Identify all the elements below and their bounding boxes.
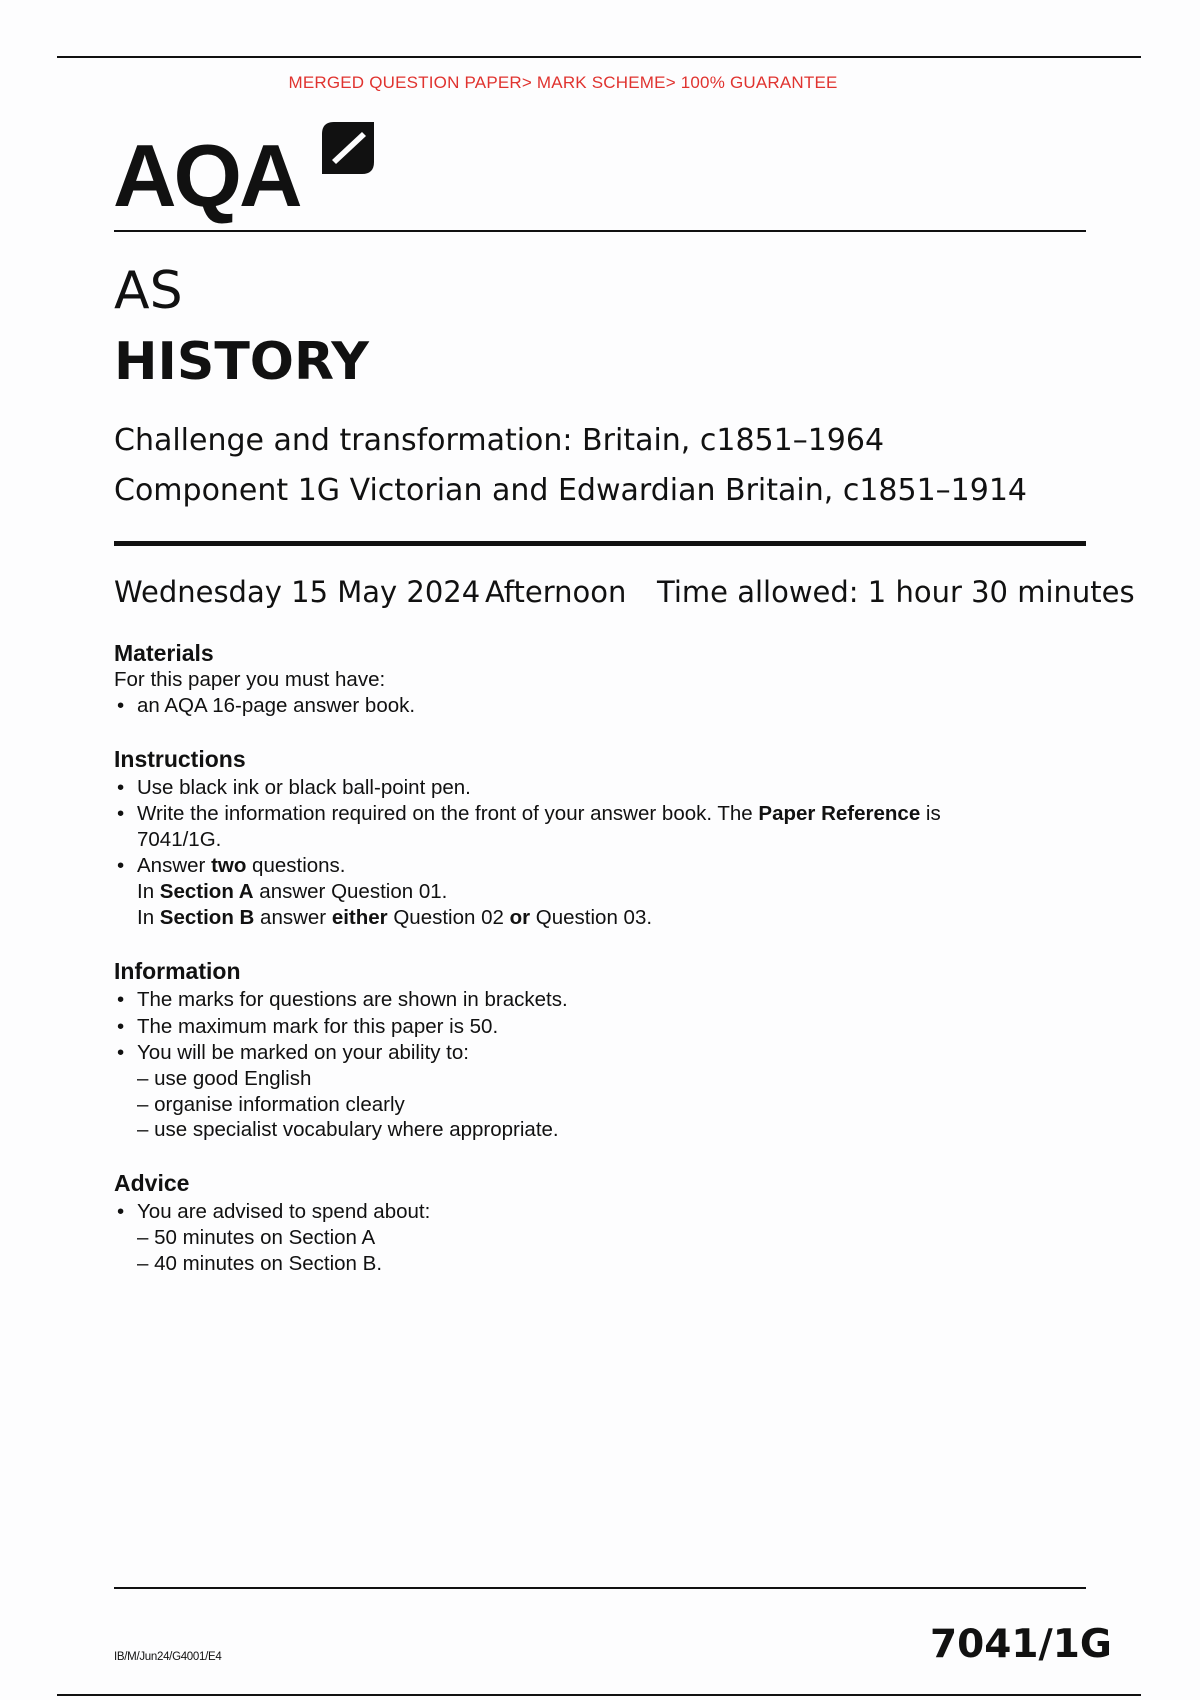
footer-code: IB/M/Jun24/G4001/E4 [114, 1651, 222, 1663]
paper-reference: 7041/1G [930, 1622, 1112, 1667]
bullet: • [117, 1200, 125, 1223]
instruction-answer-count: Answer two questions. [137, 854, 346, 877]
bullet: • [117, 694, 125, 717]
advice-spend: You are advised to spend about: [137, 1200, 431, 1223]
information-sub-organise: – organise information clearly [137, 1093, 405, 1116]
paper-title: Challenge and transformation: Britain, c1851–1964 [114, 423, 885, 458]
title-thick-rule [114, 541, 1086, 546]
qualification-level: AS [114, 261, 183, 321]
bullet: • [117, 988, 125, 1011]
instruction-paper-reference: 7041/1G. [137, 828, 222, 851]
information-sub-english: – use good English [137, 1067, 312, 1090]
information-heading: Information [114, 958, 241, 984]
aqa-logo-mark-icon [318, 118, 378, 178]
bullet: • [117, 802, 125, 825]
instruction-ink: Use black ink or black ball-point pen. [137, 776, 471, 799]
instruction-answer-book: Write the information required on the front of your answer book. The Paper Reference is [137, 802, 941, 825]
page-top-rule [57, 56, 1141, 58]
bullet: • [117, 1041, 125, 1064]
logo-text: AQA [113, 126, 300, 225]
advice-section-b: – 40 minutes on Section B. [137, 1252, 383, 1275]
header-rule [114, 230, 1086, 232]
information-ability: You will be marked on your ability to: [137, 1041, 469, 1064]
advice-heading: Advice [114, 1170, 190, 1196]
materials-intro: For this paper you must have: [114, 668, 386, 691]
exam-date: Wednesday 15 May 2024 [114, 575, 481, 609]
time-allowed: Time allowed: 1 hour 30 minutes [657, 575, 1135, 609]
aqa-logo [113, 118, 393, 225]
subject-title: HISTORY [114, 332, 369, 392]
component-title: Component 1G Victorian and Edwardian Britain, c1851–1914 [114, 473, 1028, 508]
footer-rule [114, 1587, 1086, 1589]
information-max-mark: The maximum mark for this paper is 50. [137, 1015, 499, 1038]
bullet: • [117, 854, 125, 877]
watermark-banner: MERGED QUESTION PAPER> MARK SCHEME> 100% GUARANTEE [288, 73, 838, 92]
materials-heading: Materials [114, 640, 214, 666]
instruction-section-a: In Section A answer Question 01. [137, 880, 448, 903]
advice-section-a: – 50 minutes on Section A [137, 1226, 376, 1249]
page-bottom-rule [57, 1694, 1141, 1696]
instructions-heading: Instructions [114, 746, 246, 772]
bullet: • [117, 776, 125, 799]
information-marks: The marks for questions are shown in brackets. [137, 988, 568, 1011]
instruction-section-b: In Section B answer either Question 02 or Question 03. [137, 906, 653, 929]
information-sub-vocabulary: – use specialist vocabulary where appropriate. [137, 1118, 559, 1141]
exam-session: Afternoon [485, 575, 627, 609]
materials-item: an AQA 16-page answer book. [137, 694, 416, 717]
bullet: • [117, 1015, 125, 1038]
